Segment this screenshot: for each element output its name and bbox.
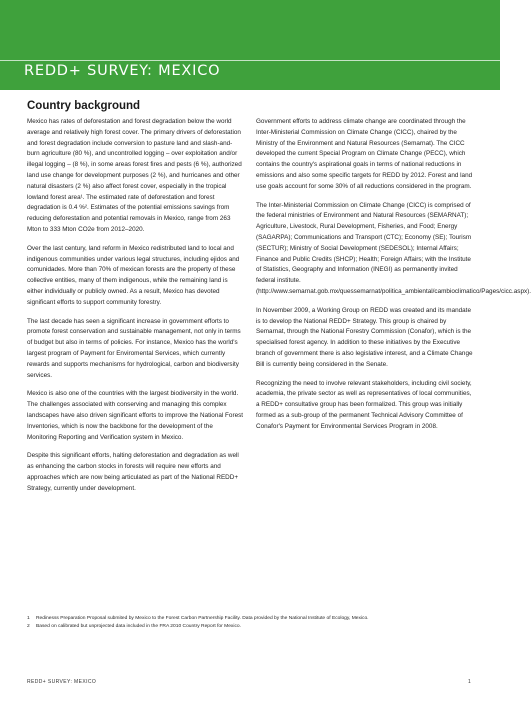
footnote-number: 1 <box>27 616 30 621</box>
footnotes <box>27 615 477 631</box>
page-number: 1 <box>468 679 471 685</box>
document-title: REDD+ SURVEY: MEXICO <box>24 63 221 79</box>
paragraph: The Inter-Ministerial Commission on Climate Change (CICC) is comprised of the federal ministries of Environment and Natural Resources (SEMARNAT); Agriculture, Livestock, Rural Development, Fisheries, and Food; Energy (SAGARPA); Communications and Transport (CTC); Economy (SE); Tourism (SECTUR); Ministry of Social Development (SEDESOL); Internal Affairs; Finance and Public Credits (SHCP); Health; Foreign Affairs; with the Institute of Statistics, Geography and Information (INEGI) as permanently invited federal institute. (http://www.semarnat.gob.mx/quessemarnat/politica_ambiental/cambioclimatico/Pages/cicc.aspx). <box>256 201 531 295</box>
section-heading: Country background <box>27 100 141 112</box>
right-column <box>256 117 531 441</box>
footnote-number: 2 <box>27 624 30 629</box>
header-banner <box>0 0 500 90</box>
paragraph: Recognizing the need to involve relevant stakeholders, including civil society, academia, the private sector as well as representatives of local communities, a REDD+ consultative group has been formalized. This group was initially formed as a sub-group of the permanent Technical Advisory Committee of Conafor's Payment for Environmental Services Program in 2008. <box>256 379 472 430</box>
paragraph: Mexico has rates of deforestation and forest degradation below the world average and relatively high forest cover. The primary drivers of deforestation and forest degradation include conversion to pasture land and slash-and-burn agriculture (80 %), and uncontrolled logging – over exploitation and/or illegal logging – (8 %), in some areas forest fires and pests (6 %), authorized land use change for development purposes (2 %), and hurricanes and other natural disasters (2 %) also affect forest cover, especially in the tropical lowland forest area¹. The estimated rate of deforestation and forest degradation is 0.4 %². Estimates of the potential emissions savings from reducing deforestation and potential removals in Mexico, range from 263 Mton to 333 Mton CO2e from 2012–2020. <box>27 118 242 233</box>
footnote-text: Redinesss Preparation Proposal submited by Mexico to the Forest Carbon Partnership Facility. Data provided by the National Institute of Ecology, Mexico. <box>36 616 369 621</box>
footnote <box>27 623 477 631</box>
banner-divider <box>0 60 500 61</box>
footer-label: REDD+ SURVEY: MEXICO <box>27 679 97 685</box>
footnote <box>27 615 477 623</box>
paragraph: Mexico is also one of the countries with the largest biodiversity in the world. The challenges associated with conserving and managing this complex landscapes have also driven significant efforts to improve the National Forest Inventories, which is now the backbone for the development of the Monitoring Reporting and Verification system in Mexico. <box>27 390 244 441</box>
paragraph: In November 2009, a Working Group on REDD was created and its mandate is to develop the National REDD+ Strategy. This group is chaired by Semarnat, through the National Forestry Commission (Conafor), which is the specialised forest agency. In addition to these initiatives by the Executive branch of government there is also legislative interest, and a Climate Change Bill is currently being considered in the Senate. <box>256 306 473 368</box>
paragraph: Over the last century, land reform in Mexico redistributed land to local and indigenous communities under various legal structures, including ejidos and comunidades. More than 70% of mexican forests are the property of these collective entities, many of them indigenous, while the remaining land is either individually or publicly owned. As a result, Mexico has devoted significant efforts to support community forestry. <box>27 244 240 306</box>
footnote-text: Based on calibrated but unprojected data included in the FRA 2010 Country Report for Mexico. <box>36 624 241 629</box>
paragraph: The last decade has seen a significant increase in government efforts to promote forest conservation and sustainable management, not only in terms of budget but also in terms of policies. For instance, Mexico has the world's largest program of Payment for Enviromental Services, which currently rewards and supports mechanisms for hydrological, carbon and biodiversity services. <box>27 317 241 379</box>
paragraph: Government efforts to address climate change are coordinated through the Inter-Ministerial Commission on Climate Change (CICC), chaired by the Ministry of the Environment and Natural Resources (Semarnat). The CICC developed the current Special Program on Climate Change (PECC), which contains the country's aspirational goals in terms of national reductions in emissions and also some specific targets for REDD by 2012. Forest and land use goals account for some 30% of all reductions considered in the program. <box>256 118 473 190</box>
left-column <box>27 117 244 503</box>
paragraph: Despite this significant efforts, halting deforestation and degradation as well as enhancing the carbon stocks in forests will require new efforts and approaches which are now being articulated as part of the National REDD+ Strategy, currently under development. <box>27 452 239 492</box>
